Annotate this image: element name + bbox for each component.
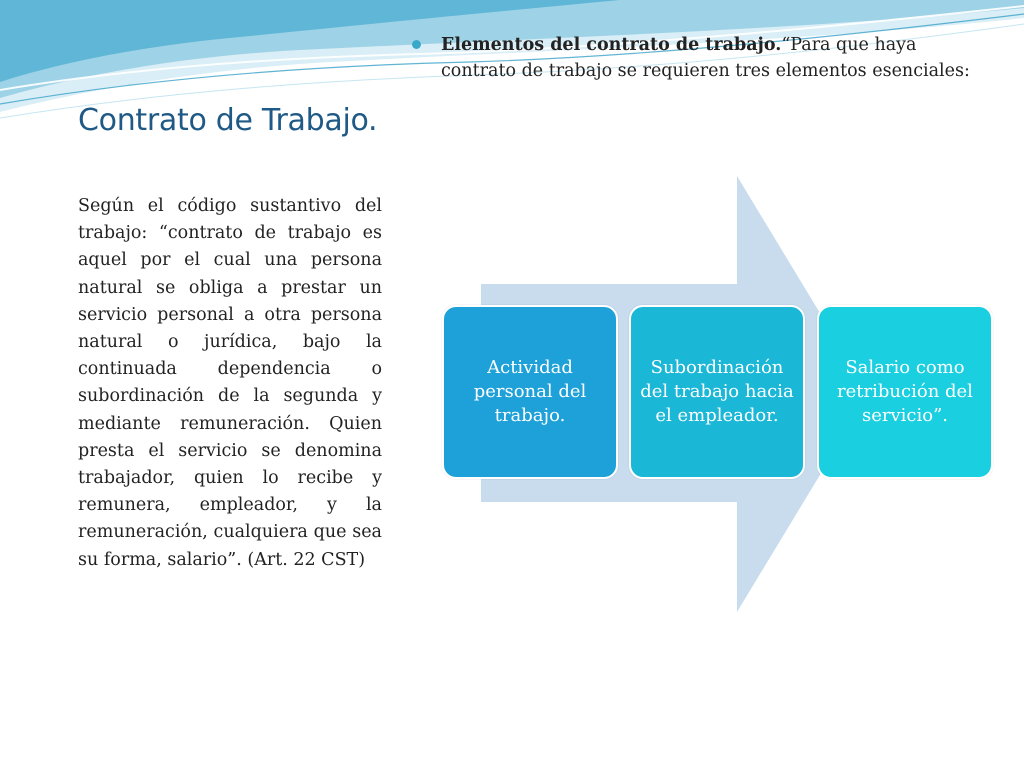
bullet-text — [441, 32, 972, 84]
bullet-rest-text: “Para que haya contrato de trabajo se requieren tres elementos esenciales: — [441, 35, 970, 81]
bullet-bold-heading: Elementos del contrato de trabajo. — [441, 35, 782, 55]
bullet-dot-icon — [412, 40, 421, 49]
elements-bullet — [412, 32, 972, 84]
element-box-salario — [817, 305, 993, 479]
element-box-label: Actividad personal del trabajo. — [473, 357, 587, 426]
definition-paragraph: Según el código sustantivo del trabajo: “contrato de trabajo es aquel por el cual una persona natural se obliga a prestar un servicio personal a otra persona natural o jurídica, bajo la continuada dependencia o subordinación de la segunda y mediante remuneración. Quien presta el servicio se denomina trabajador, quien lo recibe y remunera, empleador, y la remuneración, cualquiera que sea su forma, salario”. (Art. 22 CST) — [78, 196, 382, 570]
element-box-label: Subordinación del trabajo hacia el empleador. — [640, 357, 794, 426]
element-box-label: Salario como retribución del servicio”. — [837, 357, 973, 426]
slide-title: Contrato de Trabajo. — [78, 103, 378, 138]
element-box-subordinacion — [629, 305, 805, 479]
element-box-actividad — [442, 305, 618, 479]
